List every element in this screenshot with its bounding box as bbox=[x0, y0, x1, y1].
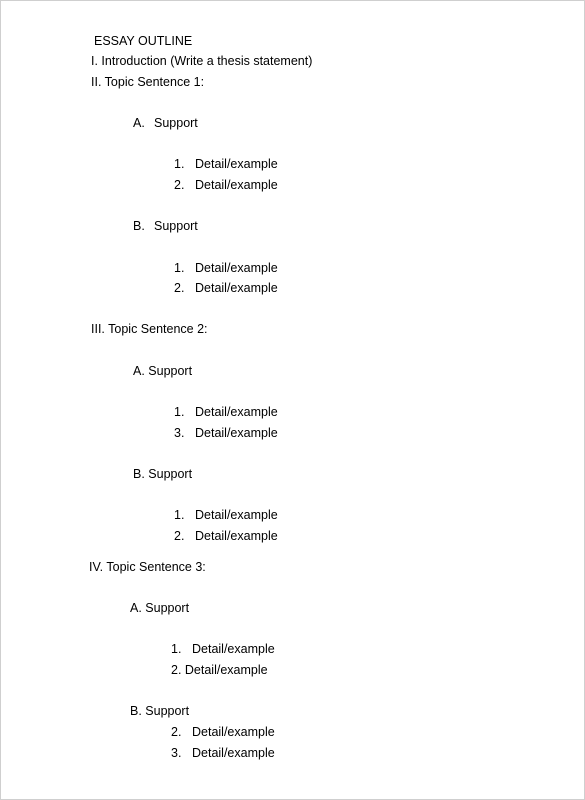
section-4-a-detail-2: 2. Detail/example bbox=[171, 663, 268, 677]
support-b-marker: B. bbox=[133, 219, 145, 233]
section-2-support-a bbox=[133, 115, 198, 131]
detail-marker: 1. bbox=[174, 261, 185, 275]
section-4-b-detail-2 bbox=[171, 745, 275, 761]
section-3-support-a: A. Support bbox=[133, 364, 193, 378]
detail-marker: 1. bbox=[174, 405, 185, 419]
detail-text: Detail/example bbox=[192, 746, 275, 760]
section-4-support-b: B. Support bbox=[130, 704, 190, 718]
detail-marker: 2. bbox=[174, 529, 185, 543]
detail-text: Detail/example bbox=[195, 178, 278, 192]
detail-text: Detail/example bbox=[195, 281, 278, 295]
detail-marker: 2. bbox=[174, 281, 185, 295]
section-4-b-detail-1 bbox=[171, 724, 275, 740]
detail-marker: 2. bbox=[171, 725, 182, 739]
support-b-label: Support bbox=[154, 219, 198, 233]
support-a-label: Support bbox=[154, 116, 198, 130]
detail-text: Detail/example bbox=[192, 642, 275, 656]
section-3-a-detail-2 bbox=[174, 425, 278, 441]
support-a-marker: A. bbox=[133, 116, 145, 130]
detail-text: Detail/example bbox=[195, 529, 278, 543]
section-2-b-detail-2 bbox=[174, 280, 278, 296]
section-4-a-detail-1 bbox=[171, 641, 275, 657]
section-4-heading: IV. Topic Sentence 3: bbox=[89, 560, 206, 574]
detail-text: Detail/example bbox=[195, 157, 278, 171]
section-2-support-b bbox=[133, 218, 198, 234]
section-4-support-a: A. Support bbox=[130, 601, 190, 615]
section-2-a-detail-1 bbox=[174, 156, 278, 172]
detail-marker: 1. bbox=[174, 157, 185, 171]
detail-text: Detail/example bbox=[195, 405, 278, 419]
detail-marker: 1. bbox=[171, 642, 182, 656]
detail-text: Detail/example bbox=[195, 261, 278, 275]
section-3-b-detail-2 bbox=[174, 528, 278, 544]
detail-text: Detail/example bbox=[195, 426, 278, 440]
detail-text: Detail/example bbox=[192, 725, 275, 739]
section-3-support-b: B. Support bbox=[133, 467, 193, 481]
detail-marker: 3. bbox=[174, 426, 185, 440]
section-2-heading: II. Topic Sentence 1: bbox=[91, 75, 205, 89]
introduction-heading: I. Introduction (Write a thesis statement) bbox=[91, 54, 313, 68]
section-2-b-detail-1 bbox=[174, 260, 278, 276]
detail-marker: 2. bbox=[174, 178, 185, 192]
section-3-a-detail-1 bbox=[174, 404, 278, 420]
outline-title: ESSAY OUTLINE bbox=[94, 34, 193, 48]
detail-marker: 3. bbox=[171, 746, 182, 760]
section-3-heading: III. Topic Sentence 2: bbox=[91, 322, 208, 336]
detail-text: Detail/example bbox=[195, 508, 278, 522]
detail-marker: 1. bbox=[174, 508, 185, 522]
section-3-b-detail-1 bbox=[174, 507, 278, 523]
section-2-a-detail-2 bbox=[174, 177, 278, 193]
